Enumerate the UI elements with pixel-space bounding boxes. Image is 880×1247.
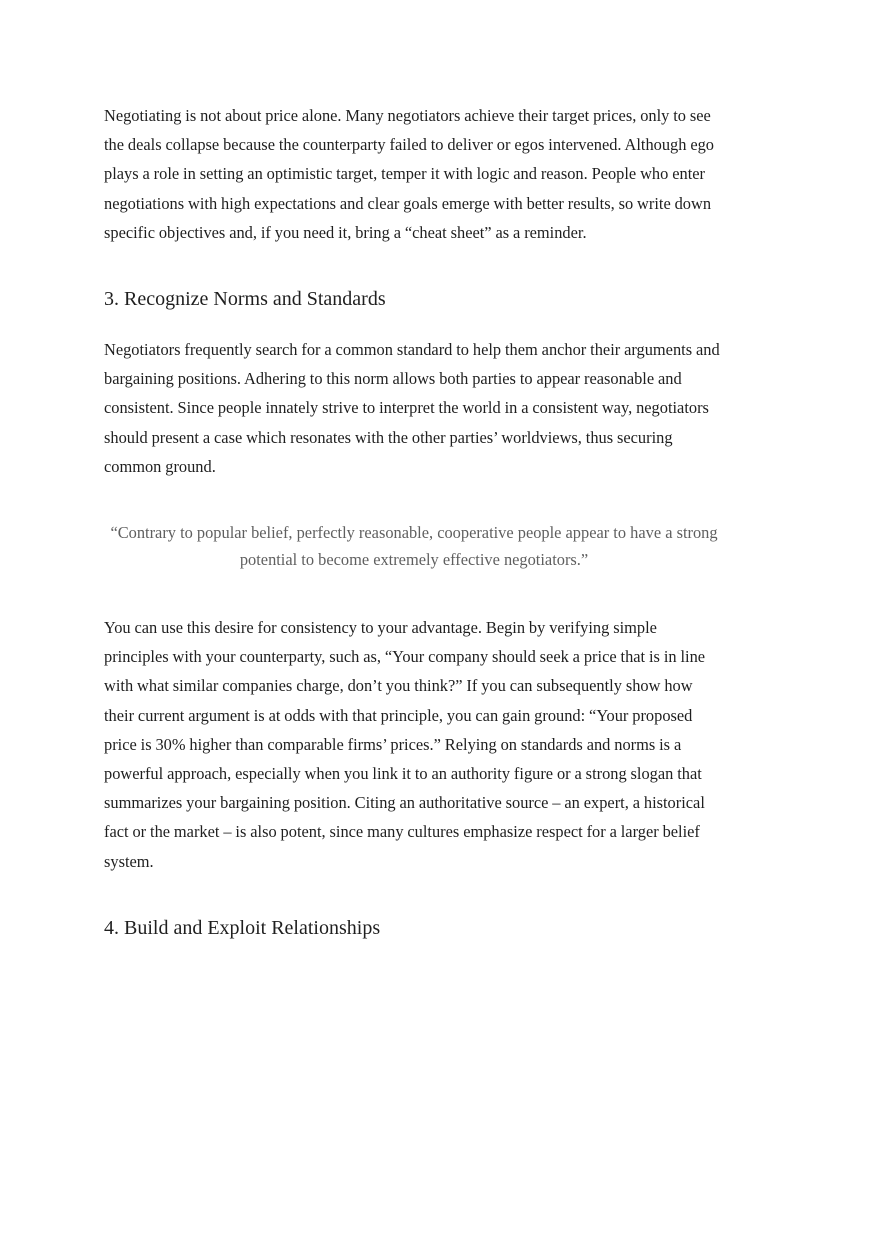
document-page [104, 101, 724, 942]
body-paragraph-norms: Negotiators frequently search for a common standard to help them anchor their arguments and bargaining positions. Adhering to this norm allows both parties to appear reasonable and consistent. Since people innately strive to interpret the world in a consistent way, negotiators should present a case which resonates with the other parties’ worldviews, thus securing common ground. [104, 340, 720, 476]
section-heading-norms-standards: 3. Recognize Norms and Standards [104, 288, 386, 311]
section-heading-relationships: 4. Build and Exploit Relationships [104, 916, 381, 939]
pull-quote: “Contrary to popular belief, perfectly reasonable, cooperative people appear to have a strong potential to become extremely effective negotiators.” [110, 523, 718, 570]
body-paragraph-price: Negotiating is not about price alone. Many negotiators achieve their target prices, only to see the deals collapse because the counterparty failed to deliver or egos intervened. Although ego plays a role in setting an optimistic target, temper it with logic and reason. People who enter negotiations with high expectations and clear goals emerge with better results, so write down specific objectives and, if you need it, bring a “cheat sheet” as a reminder. [104, 106, 715, 242]
body-paragraph-consistency: You can use this desire for consistency to your advantage. Begin by verifying simple principles with your counterparty, such as, “Your company should seek a price that is in line with what similar companies charge, don’t you think?” If you can subsequently show how their current argument is at odds with that principle, you can gain ground: “Your proposed price is 30% higher than comparable firms’ prices.” Relying on standards and norms is a powerful approach, especially when you link it to an authority figure or a strong slogan that summarizes your bargaining position. Citing an authoritative source – an expert, a historical fact or the market – is also potent, since many cultures emphasize respect for a larger belief system. [104, 618, 706, 871]
